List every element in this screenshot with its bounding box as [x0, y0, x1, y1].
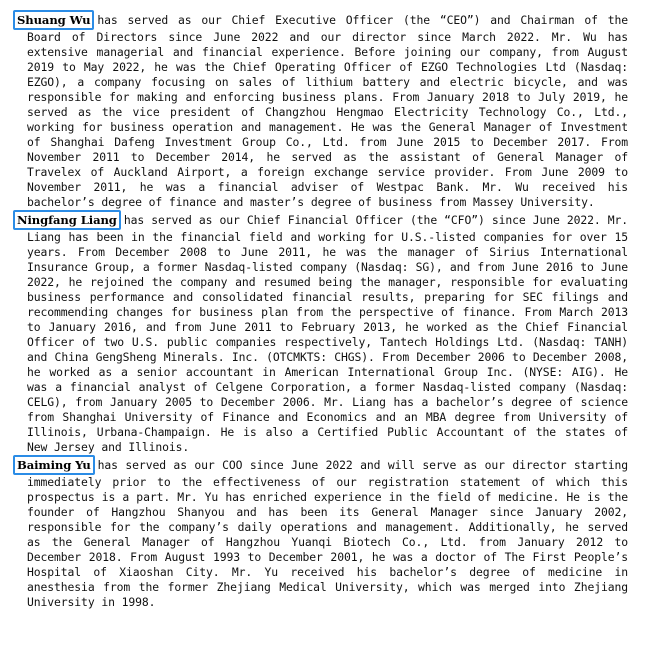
highlighted-name: Ningfang Liang: [13, 210, 121, 230]
bio-paragraph-shuang-wu: [17, 10, 628, 210]
bio-paragraph-ningfang-liang: [17, 210, 628, 455]
bio-text: has served as our Chief Executive Officer (the “CEO”) and Chairman of the Board of Directors since June 2022 and our director since March 2022. Mr. Wu has extensive managerial and financial experience. Before joining our company, from August 2019 to May 2022, he was the Chief Operating Officer of EZGO Technologies Ltd (Nasdaq: EZGO), a company focusing on sales of lithium battery and electric bicycle, and was responsible for making and enforcing business plans. From January 2018 to July 2019, he served as the vice president of Changzhou Hengmao Electricity Technology Co., Ltd., working for business operation and management. He was the General Manager of Investment of Shanghai Dafeng Investment Group Co., Ltd. from June 2015 to December 2017. From November 2011 to December 2014, he served as the assistant of General Manager of Travelex of Auckland Airport, a foreign exchange service provider. From June 2009 to November 2011, he was a financial adviser of Westpac Bank. Mr. Wu received his bachelor’s degree of finance and master’s degree of business from Massey University.: [27, 13, 628, 209]
bio-paragraph-baiming-yu: [17, 455, 628, 610]
highlighted-name: Shuang Wu: [13, 10, 94, 30]
bio-text: has served as our Chief Financial Officer (the “CFO”) since June 2022. Mr. Liang has been in the financial field and working for U.S.-listed companies for over 15 years. From December 2008 to June 2011, he was the manager of Sirius International Insurance Group, a former Nasdaq-listed company (Nasdaq: SG), and from June 2016 to June 2022, he rejoined the company and resumed being the manager, responsible for evaluating business performance and consolidated financial results, preparing for SEC filings and recommending changes for business plan from the perspective of finance. From March 2013 to January 2016, and from June 2011 to February 2013, he worked as the Chief Financial Officer of two U.S. public companies respectively, Tantech Holdings Ltd. (Nasdaq: TANH) and China GengSheng Minerals. Inc. (OTCMKTS: CHGS). From December 2006 to December 2008, he worked as a senior accountant in American International Group Inc. (NYSE: AIG). He was a financial analyst of Celgene Corporation, a former Nasdaq-listed company (Nasdaq: CELG), from January 2005 to December 2006. Mr. Liang has a bachelor’s degree of science from Shanghai University of Finance and Economics and an MBA degree from University of Illinois, Urbana-Champaign. He is also a Certified Public Accountant of the states of New Jersey and Illinois.: [27, 213, 628, 454]
bio-text: has served as our COO since June 2022 and will serve as our director starting immediately prior to the effectiveness of our registration statement of which this prospectus is a part. Mr. Yu has enriched experience in the field of medicine. He is the founder of Hangzhou Shanyou and has been its General Manager since January 2002, responsible for the company’s daily operations and management. Additionally, he served as the General Manager of Hangzhou Yuanqi Biotech Co., Ltd. from January 2012 to December 2018. From August 1993 to December 2001, he was a doctor of The First People’s Hospital of Xiaoshan City. Mr. Yu received his bachelor’s degree of medicine in anesthesia from the former Zhejiang Medical University, which was merged into Zhejiang University in 1998.: [27, 458, 628, 609]
highlighted-name: Baiming Yu: [13, 455, 95, 475]
